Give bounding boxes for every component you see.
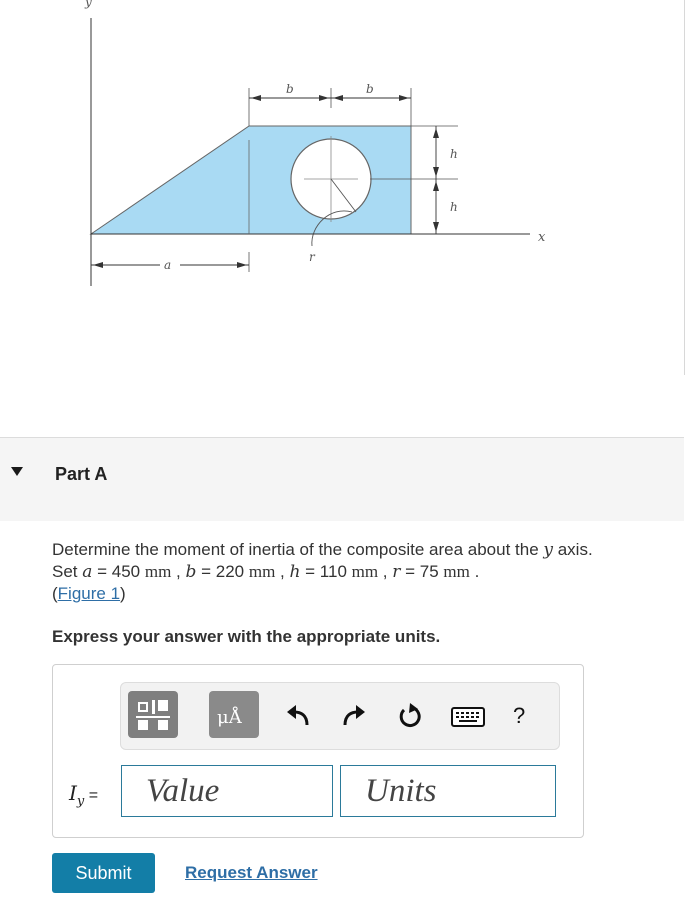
dim-b-right-label: b [366, 82, 374, 96]
question-line-2: Set a = 450 mm , b = 220 mm , h = 110 mm , r = 75 mm . [52, 562, 480, 582]
question-line-1: Determine the moment of inertia of the composite area about the y axis. [52, 540, 593, 560]
dim-a-label: a [164, 258, 172, 272]
undo-icon[interactable] [285, 705, 311, 727]
part-a-header[interactable] [0, 437, 684, 521]
answer-box [52, 664, 584, 838]
value-input[interactable] [121, 765, 333, 817]
dim-b-left-label: b [286, 82, 294, 96]
dim-h-top-label: h [450, 147, 458, 161]
figure-divider [684, 0, 685, 375]
dim-h-bottom-label: h [450, 200, 458, 214]
part-title: Part A [55, 464, 108, 484]
figure-1-link[interactable]: Figure 1 [57, 584, 121, 603]
reset-icon[interactable] [397, 703, 423, 729]
figure-1 [0, 0, 684, 436]
composite-area-diagram [0, 0, 684, 436]
iy-label: $I_y$ = [69, 781, 99, 809]
radius-label: r [309, 250, 315, 264]
submit-button[interactable]: Submit [52, 853, 155, 893]
collapse-triangle-icon[interactable] [11, 467, 23, 476]
answer-instruction: Express your answer with the appropriate units. [52, 627, 441, 646]
math-toolbar [120, 682, 560, 750]
keyboard-icon[interactable] [451, 707, 485, 727]
help-icon[interactable]: ? [513, 703, 526, 728]
y-axis-label: y [85, 0, 92, 9]
question-line-3: (Figure 1) [52, 584, 126, 603]
units-input[interactable] [340, 765, 556, 817]
redo-icon[interactable] [341, 705, 367, 727]
x-axis-label: x [538, 230, 546, 245]
fraction-template-icon [128, 691, 178, 738]
axis-variable: y [543, 540, 553, 560]
units-button[interactable] [209, 691, 259, 738]
templates-button[interactable] [128, 691, 178, 738]
request-answer-link[interactable]: Request Answer [185, 863, 318, 882]
units-button-text: μÅ [217, 707, 242, 728]
question-text [52, 539, 684, 604]
